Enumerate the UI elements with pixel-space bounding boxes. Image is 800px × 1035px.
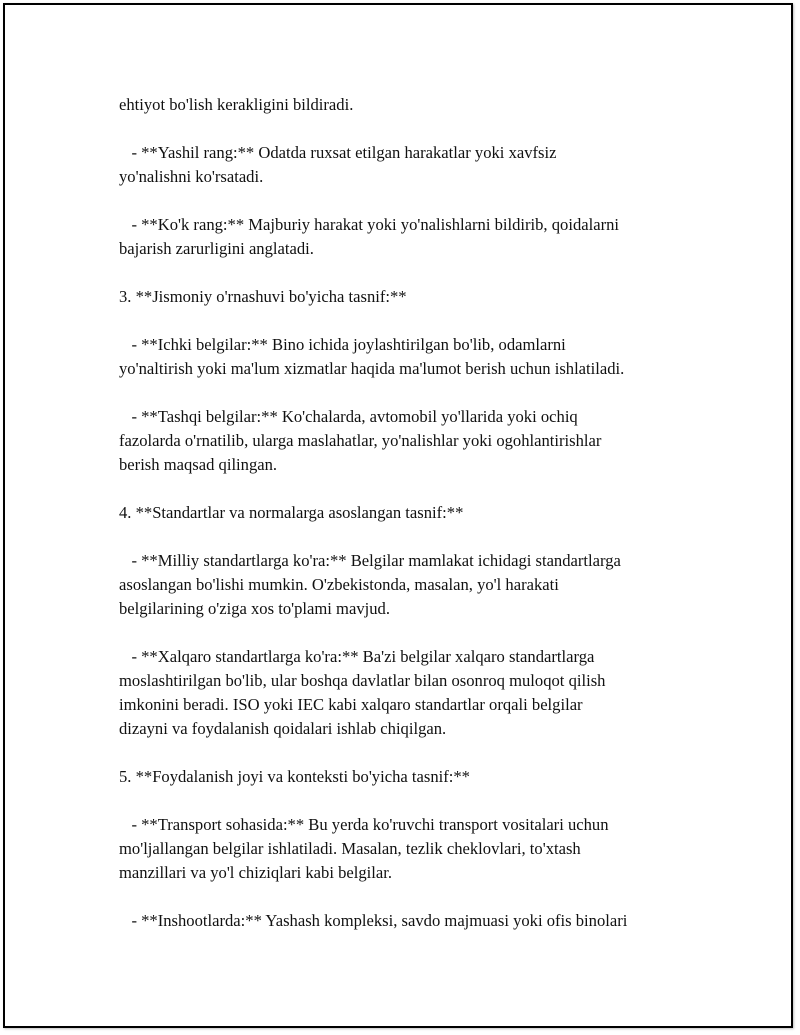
section-heading-physical-placement: 3. **Jismoniy o'rnashuvi bo'yicha tasnif:** [119,287,407,306]
paragraph-national-standards: - **Milliy standartlarga ko'ra:** Belgilar mamlakat ichidagi standartlarga asoslangan bo'lishi mumkin. O'zbekistonda, masalan, yo'l harakati belgilarining o'ziga xos to'plami mavjud. [119,551,621,618]
document-page [3,3,793,1028]
section-heading-standards: 4. **Standartlar va normalarga asoslangan tasnif:** [119,503,464,522]
paragraph-indoor-signs: - **Ichki belgilar:** Bino ichida joylashtirilgan bo'lib, odamlarni yo'naltirish yoki ma'lum xizmatlar haqida ma'lumot berish uchun ishlatiladi. [119,335,625,378]
document-body [119,93,709,933]
paragraph-buildings: - **Inshootlarda:** Yashash kompleksi, savdo majmuasi yoki ofis binolari [119,911,628,930]
paragraph-blue-color: - **Ko'k rang:** Majburiy harakat yoki yo'nalishlarni bildirib, qoidalarni bajarish zarurligini anglatadi. [119,215,620,258]
section-heading-usage-context: 5. **Foydalanish joyi va konteksti bo'yicha tasnif:** [119,767,470,786]
paragraph-green-color: - **Yashil rang:** Odatda ruxsat etilgan harakatlar yoki xavfsiz yo'nalishni ko'rsatadi. [119,143,557,186]
paragraph-transport: - **Transport sohasida:** Bu yerda ko'ruvchi transport vositalari uchun mo'ljallangan belgilar ishlatiladi. Masalan, tezlik cheklovlari, to'xtash manzillari va yo'l chiziqlari kabi belgilar. [119,815,609,882]
paragraph-continuation: ehtiyot bo'lish kerakligini bildiradi. [119,95,354,114]
paragraph-international-standards: - **Xalqaro standartlarga ko'ra:** Ba'zi belgilar xalqaro standartlarga moslashtirilgan bo'lib, ular boshqa davlatlar bilan osonroq muloqot qilish imkonini beradi. ISO yoki IEC kabi xalqaro standartlar orqali belgilar dizayni va foydalanish qoidalari ishlab chiqilgan. [119,647,606,738]
paragraph-outdoor-signs: - **Tashqi belgilar:** Ko'chalarda, avtomobil yo'llarida yoki ochiq fazolarda o'rnatilib, ularga maslahatlar, yo'nalishlar yoki ogohlantirishlar berish maqsad qilingan. [119,407,602,474]
